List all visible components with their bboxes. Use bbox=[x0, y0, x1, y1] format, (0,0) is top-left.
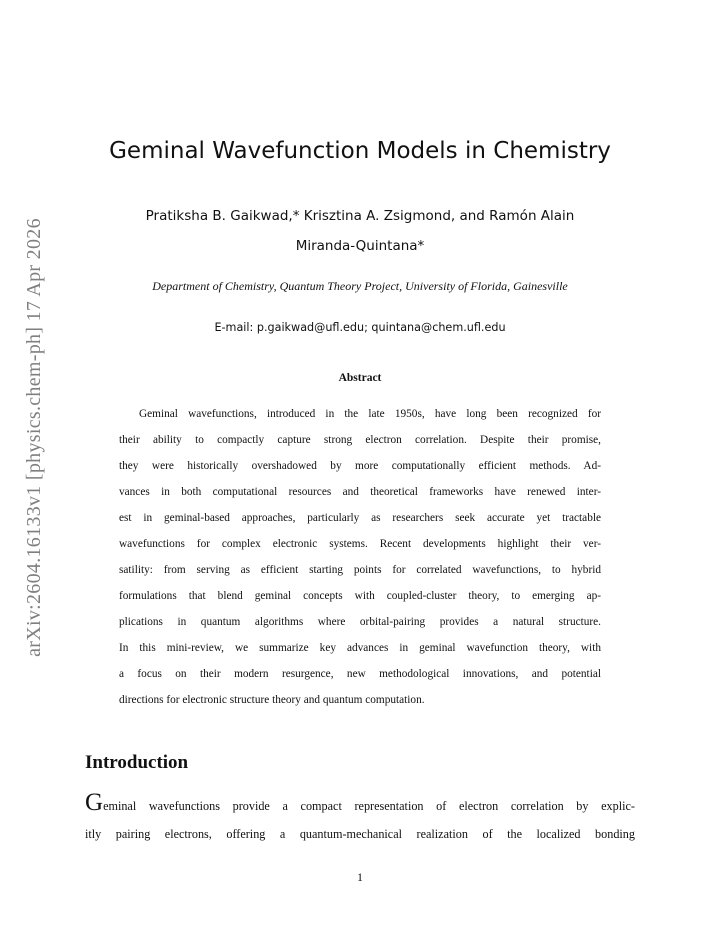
arxiv-stamp bbox=[18, 208, 50, 666]
abstract-heading: Abstract bbox=[338, 372, 382, 384]
author-list bbox=[120, 201, 600, 261]
abstract-body bbox=[119, 401, 601, 713]
paper-title: Geminal Wavefunction Models in Chemistry bbox=[109, 138, 611, 164]
intro-line-1 bbox=[85, 789, 635, 820]
page-number: 1 bbox=[357, 870, 363, 884]
authors-line-1: Pratiksha B. Gaikwad,* Krisztina A. Zsigmond, and Ramón Alain bbox=[145, 208, 575, 224]
intro-line-2: itly pairing electrons, offering a quantum-mechanical realization of the localized bonding bbox=[85, 827, 635, 841]
affiliation: Department of Chemistry, Quantum Theory Project, University of Florida, Gainesville bbox=[152, 279, 568, 293]
abstract-line: plications in quantum algorithms where orbital-pairing provides a natural structure. bbox=[119, 616, 601, 628]
abstract-line: In this mini-review, we summarize key advances in geminal wavefunction theory, with bbox=[119, 642, 601, 654]
abstract-line: vances in both computational resources and theoretical frameworks have renewed inter- bbox=[119, 486, 601, 498]
abstract-line: Geminal wavefunctions, introduced in the late 1950s, have long been recognized for bbox=[139, 408, 601, 420]
drop-cap: G bbox=[85, 789, 104, 816]
authors-line-2: Miranda-Quintana* bbox=[295, 238, 425, 254]
abstract-line: formulations that blend geminal concepts with coupled-cluster theory, to emerging ap- bbox=[119, 590, 601, 602]
abstract-line: their ability to compactly capture strong electron correlation. Despite their promise, bbox=[119, 434, 601, 446]
abstract-line: a focus on their modern resurgence, new methodological innovations, and potential bbox=[119, 668, 601, 680]
email-line: E-mail: p.gaikwad@ufl.edu; quintana@chem.ufl.edu bbox=[214, 321, 506, 334]
abstract-line: directions for electronic structure theory and quantum computation. bbox=[119, 694, 425, 706]
abstract-line: est in geminal-based approaches, particularly as researchers seek accurate yet tractable bbox=[119, 512, 601, 524]
abstract-line: they were historically overshadowed by more computationally efficient methods. Ad- bbox=[119, 460, 601, 472]
intro-line-1-text: eminal wavefunctions provide a compact representation of electron correlation by explic- bbox=[103, 799, 635, 813]
section-heading-introduction: Introduction bbox=[85, 752, 189, 773]
abstract-line: satility: from serving as efficient starting points for correlated wavefunctions, to hybrid bbox=[119, 564, 601, 576]
arxiv-identifier: arXiv:2604.16133v1 [physics.chem-ph] 17 Apr 2026 bbox=[22, 217, 45, 657]
abstract-line: wavefunctions for complex electronic systems. Recent developments highlight their ver- bbox=[119, 538, 601, 550]
introduction-body bbox=[85, 789, 635, 848]
